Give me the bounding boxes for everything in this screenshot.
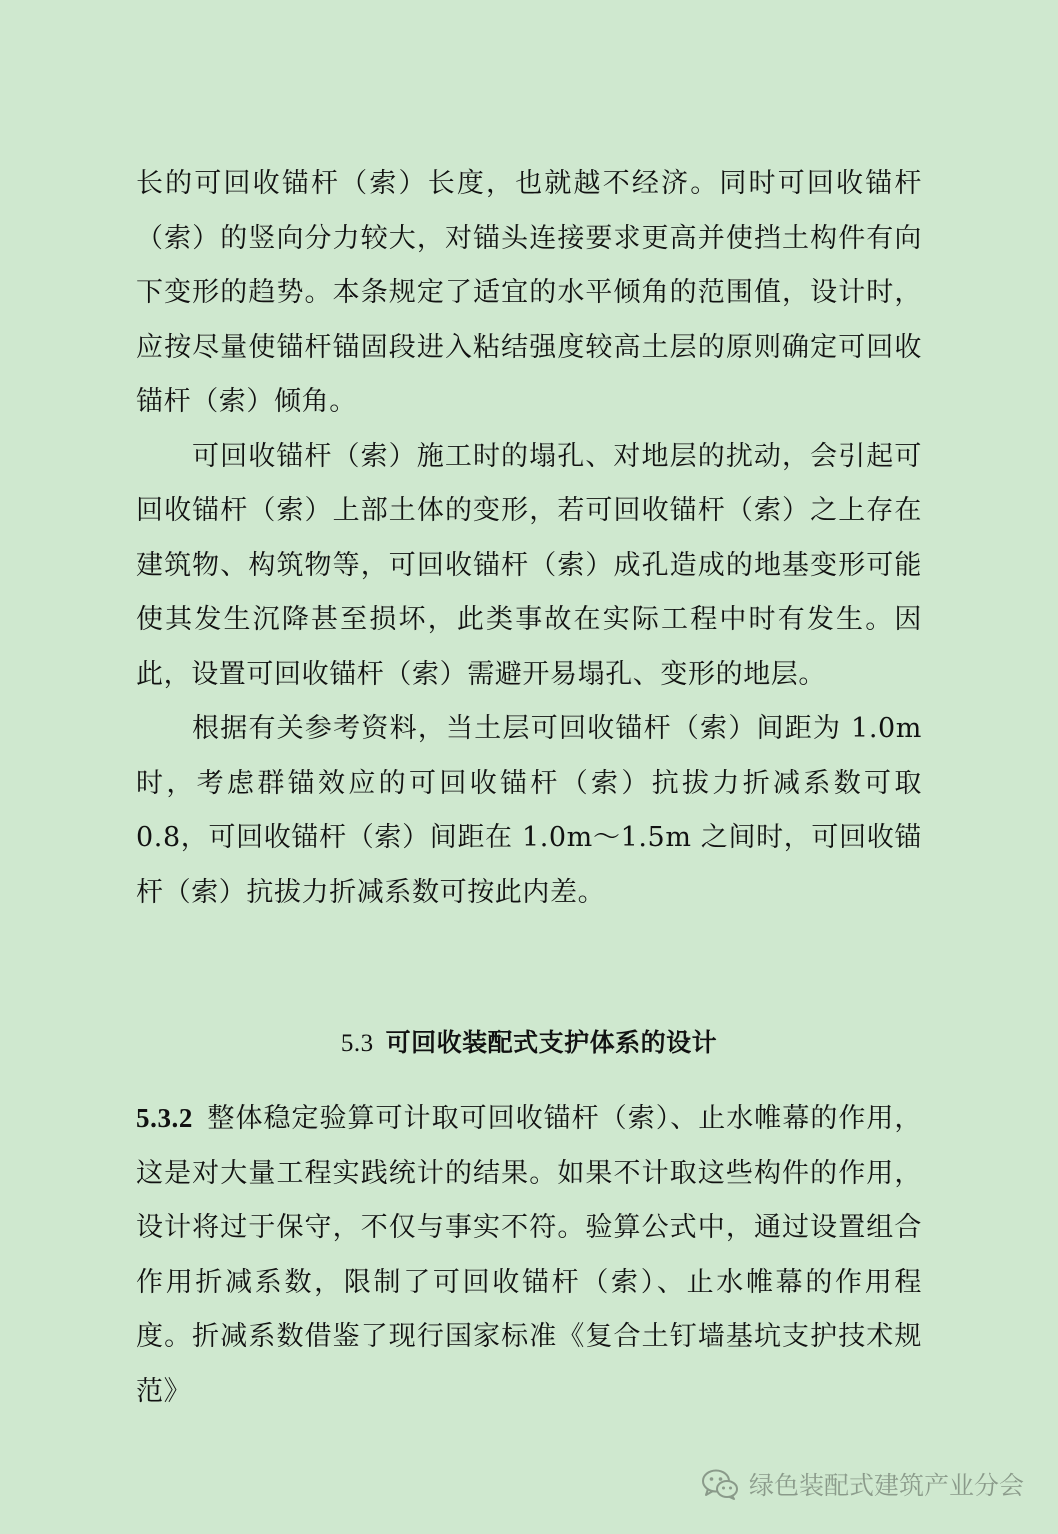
clause-paragraph xyxy=(136,1091,922,1419)
clause-block xyxy=(136,1091,922,1419)
paragraph-continuation: 长的可回收锚杆（索）长度，也就越不经济。同时可回收锚杆（索）的竖向分力较大，对锚头连接要求更高并使挡土构件有向下变形的趋势。本条规定了适宜的水平倾角的范围值，设计时，应按尽量使锚杆锚固段进入粘结强度较高土层的原则确定可回收锚杆（索）倾角。 xyxy=(136,168,922,417)
watermark xyxy=(701,1466,1024,1502)
section-title: 可回收装配式支护体系的设计 xyxy=(385,1028,718,1057)
clause-number: 5.3.2 xyxy=(136,1103,193,1133)
watermark-text: 绿色装配式建筑产业分会 xyxy=(748,1471,1024,1500)
section-heading xyxy=(0,1020,1058,1067)
paragraph-group-anchor: 根据有关参考资料，当土层可回收锚杆（索）间距为 1.0m 时，考虑群锚效应的可回收锚杆（索）抗拔力折减系数可取 0.8，可回收锚杆（索）间距在 1.0m～1.5m 之间时，可回收锚杆（索）抗拔力折减系数可按此内差。 xyxy=(136,713,922,908)
body-text-top xyxy=(136,157,922,920)
clause-text: 整体稳定验算可计取可回收锚杆（索）、止水帷幕的作用，这是对大量工程实践统计的结果。如果不计取这些构件的作用，设计将过于保守，不仅与事实不符。验算公式中，通过设置组合作用折减系数，限制了可回收锚杆（索）、止水帷幕的作用程度。折减系数借鉴了现行国家标准《复合土钉墙基坑支护技术规范》 xyxy=(136,1103,922,1407)
wechat-icon xyxy=(701,1468,739,1500)
paragraph-collapse-risk: 可回收锚杆（索）施工时的塌孔、对地层的扰动，会引起可回收锚杆（索）上部土体的变形，若可回收锚杆（索）之上存在建筑物、构筑物等，可回收锚杆（索）成孔造成的地基变形可能使其发生沉降甚至损坏，此类事故在实际工程中时有发生。因此，设置可回收锚杆（索）需避开易塌孔、变形的地层。 xyxy=(136,440,922,690)
section-number: 5.3 xyxy=(340,1030,374,1057)
